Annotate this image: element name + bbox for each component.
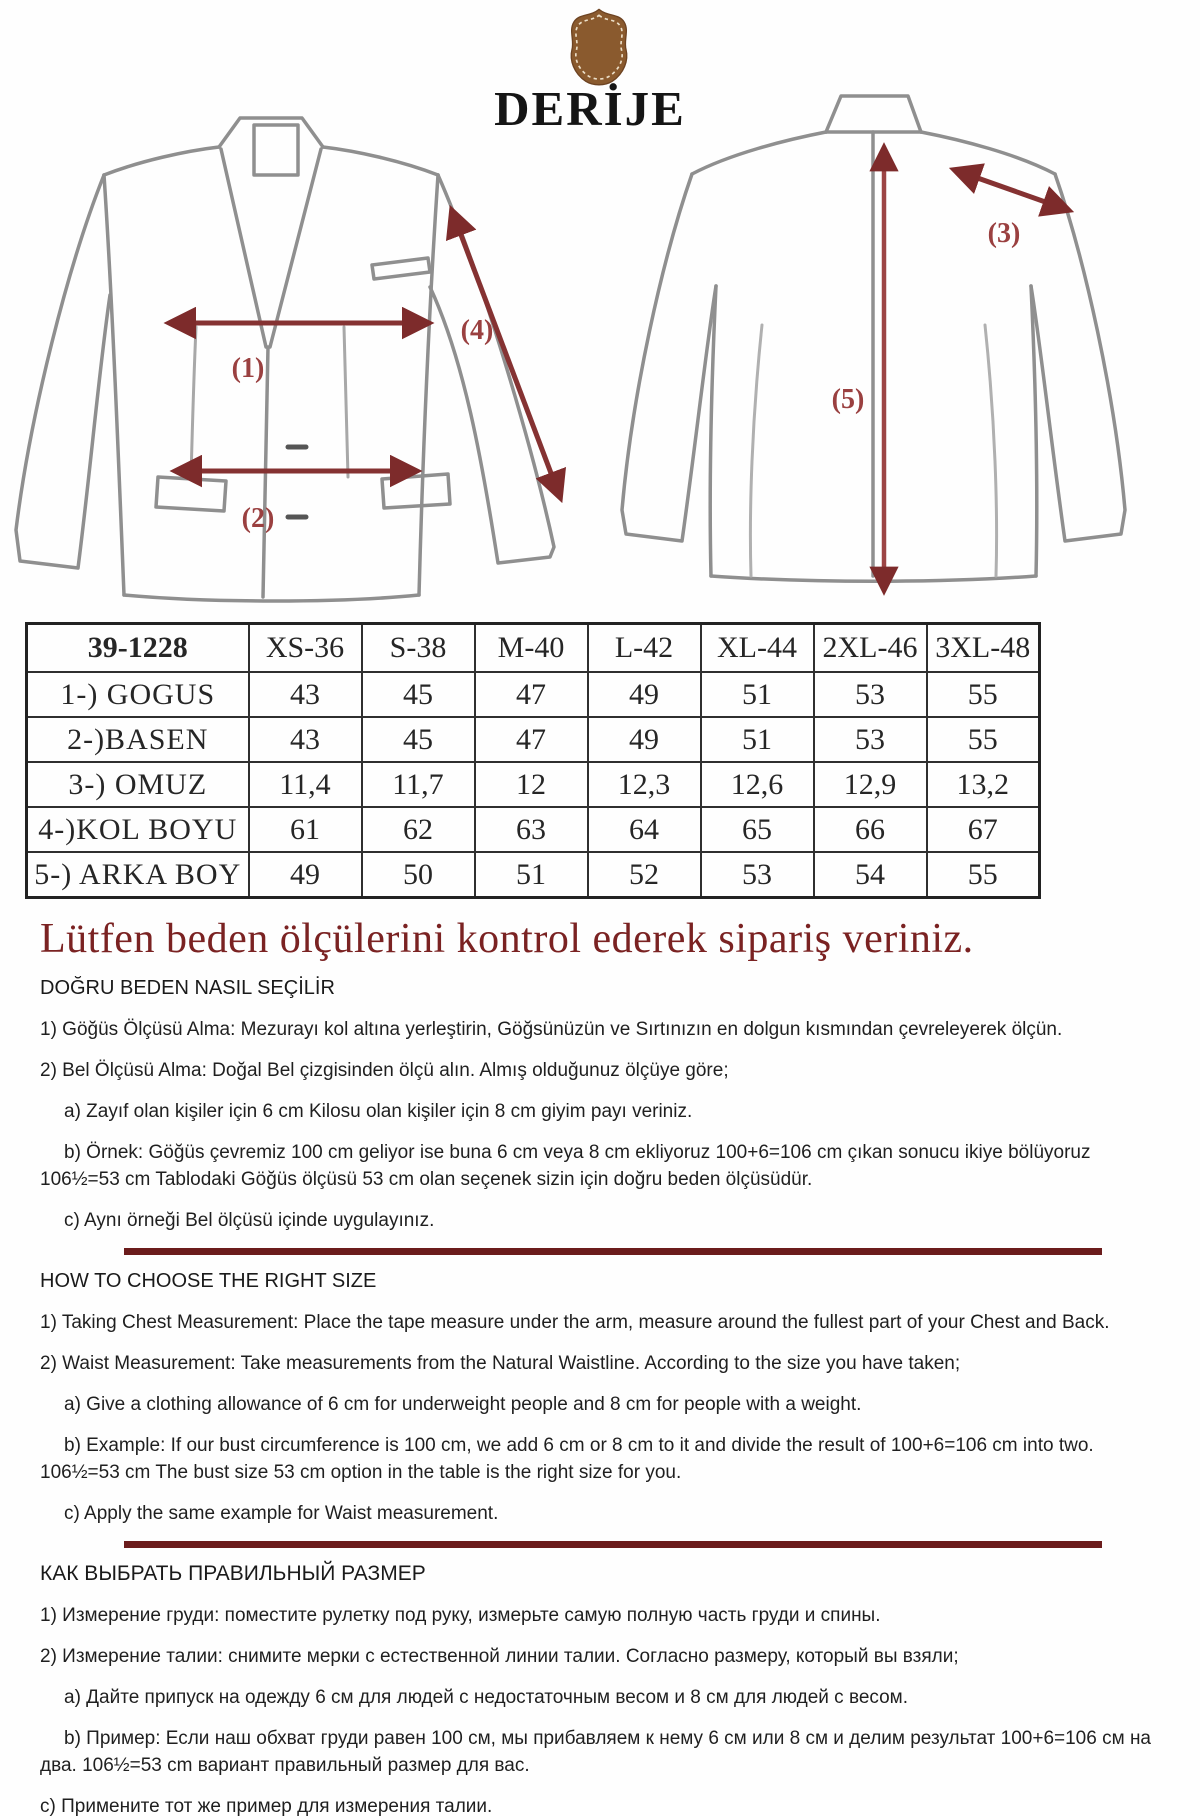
measurement-diagram [0, 0, 1200, 622]
size-cell: 12,6 [701, 762, 814, 807]
section-heading-russian: КАК ВЫБРАТЬ ПРАВИЛЬНЫЙ РАЗМЕР [40, 1562, 426, 1585]
table-row [27, 852, 1040, 898]
size-cell: 51 [475, 852, 588, 898]
size-col-header: M-40 [475, 624, 588, 673]
size-col-header: 3XL-48 [927, 624, 1040, 673]
instructions [0, 975, 1200, 1820]
section-heading-turkish: DOĞRU BEDEN NASIL SEÇİLİR [40, 977, 335, 999]
size-cell: 55 [927, 852, 1040, 898]
measure-label-3: (3) [987, 218, 1021, 249]
size-cell: 54 [814, 852, 927, 898]
size-cell: 55 [927, 672, 1040, 717]
size-cell: 11,7 [362, 762, 475, 807]
size-col-header: 2XL-46 [814, 624, 927, 673]
size-cell: 55 [927, 717, 1040, 762]
size-cell: 53 [701, 852, 814, 898]
table-row [27, 717, 1040, 762]
model-number: 39-1228 [27, 624, 249, 673]
leather-patch-icon [566, 6, 632, 88]
instruction-line: a) Zayıf olan kişiler için 6 cm Kilosu olan kişiler için 8 cm giyim payı veriniz. [64, 1101, 693, 1122]
measure-label-1: (1) [231, 353, 265, 384]
size-cell: 51 [701, 717, 814, 762]
size-cell: 50 [362, 852, 475, 898]
size-cell: 43 [249, 717, 362, 762]
size-cell: 49 [588, 672, 701, 717]
brand-name: DERİJE [494, 81, 686, 136]
instruction-line: a) Give a clothing allowance of 6 cm for underweight people and 8 cm for people with a weight. [64, 1394, 862, 1415]
size-cell: 11,4 [249, 762, 362, 807]
sleeve-measure-arrow [452, 211, 560, 497]
size-col-header: XS-36 [249, 624, 362, 673]
size-table [25, 622, 1041, 899]
back-collar-line [826, 96, 921, 132]
size-col-header: XL-44 [701, 624, 814, 673]
size-cell: 61 [249, 807, 362, 852]
instruction-line: 1) Göğüs Ölçüsü Alma: Mezurayı kol altına yerleştirin, Göğsünüzün ve Sırtınızın en dolgun kısmından çevreleyerek ölçün. [40, 1019, 1063, 1040]
row-label: 2-)BASEN [27, 717, 249, 762]
size-cell: 53 [814, 717, 927, 762]
section-divider [124, 1541, 1102, 1548]
instruction-line: 2) Waist Measurement: Take measurements from the Natural Waistline. According to the size you have taken; [40, 1353, 961, 1374]
shoulder-measure-arrow [955, 170, 1068, 210]
instruction-line: b) Örnek: Göğüs çevremiz 100 cm geliyor ise buna 6 cm veya 8 cm ekliyoruz 100+6=106 cm çıkan sonucu ikiye bölüyoruz 106½=53 cm Tablodaki Göğüs ölçüsü 53 cm olan seçenek sizin için doğru beden ölçüsüdür. [40, 1142, 1091, 1190]
instruction-line: 1) Taking Chest Measurement: Place the tape measure under the arm, measure around the fullest part of your Chest and Back. [40, 1312, 1110, 1333]
size-cell: 64 [588, 807, 701, 852]
size-cell: 53 [814, 672, 927, 717]
jacket-front-diagram [0, 115, 580, 605]
size-cell: 45 [362, 717, 475, 762]
size-cell: 47 [475, 672, 588, 717]
size-col-header: S-38 [362, 624, 475, 673]
size-col-header: L-42 [588, 624, 701, 673]
row-label: 1-) GOGUS [27, 672, 249, 717]
order-notice: Lütfen beden ölçülerini kontrol ederek sipariş veriniz. [40, 916, 974, 962]
instruction-line: c) Aynı örneği Bel ölçüsü içinde uygulayınız. [64, 1210, 435, 1231]
table-row [27, 762, 1040, 807]
size-cell: 13,2 [927, 762, 1040, 807]
size-cell: 67 [927, 807, 1040, 852]
size-cell: 51 [701, 672, 814, 717]
size-cell: 62 [362, 807, 475, 852]
size-cell: 45 [362, 672, 475, 717]
size-cell: 12,9 [814, 762, 927, 807]
instruction-line: 2) Bel Ölçüsü Alma: Doğal Bel çizgisinden ölçü alın. Almış olduğunuz ölçüye göre; [40, 1060, 729, 1081]
section-heading-english: HOW TO CHOOSE THE RIGHT SIZE [40, 1270, 377, 1292]
jacket-back-diagram [610, 90, 1140, 605]
row-label: 3-) OMUZ [27, 762, 249, 807]
row-label: 5-) ARKA BOY [27, 852, 249, 898]
size-cell: 43 [249, 672, 362, 717]
size-table-header-row [27, 624, 1040, 673]
size-cell: 49 [588, 717, 701, 762]
size-cell: 65 [701, 807, 814, 852]
instruction-line: c) Примените тот же пример для измерения талии. [40, 1796, 493, 1817]
measure-label-4: (4) [460, 315, 494, 346]
instruction-line: b) Пример: Если наш обхват груди равен 100 см, мы прибавляем к нему 6 см или 8 см и делим результат 100+6=106 см на два. 106½=53 cm вариант правильный размер для вас. [40, 1728, 1151, 1776]
table-row [27, 807, 1040, 852]
size-cell: 12,3 [588, 762, 701, 807]
instruction-line: 1) Измерение груди: поместите рулетку под руку, измерьте самую полную часть груди и спины. [40, 1605, 881, 1626]
instruction-line: c) Apply the same example for Waist measurement. [64, 1503, 499, 1524]
front-collar-line [219, 118, 323, 147]
instruction-line: b) Example: If our bust circumference is 100 cm, we add 6 cm or 8 cm to it and divide the result of 100+6=106 cm into two. 106½=53 cm The bust size 53 cm option in the table is the right size for you. [40, 1435, 1094, 1483]
measure-label-5: (5) [831, 384, 865, 415]
size-cell: 63 [475, 807, 588, 852]
size-cell: 52 [588, 852, 701, 898]
table-row [27, 672, 1040, 717]
size-cell: 49 [249, 852, 362, 898]
row-label: 4-)KOL BOYU [27, 807, 249, 852]
measure-label-2: (2) [241, 503, 275, 534]
size-cell: 47 [475, 717, 588, 762]
instruction-line: a) Дайте припуск на одежду 6 см для людей с недостаточным весом и 8 см для людей с весом. [64, 1687, 909, 1708]
size-cell: 12 [475, 762, 588, 807]
size-cell: 66 [814, 807, 927, 852]
instruction-line: 2) Измерение талии: снимите мерки с естественной линии талии. Согласно размеру, который вы взяли; [40, 1646, 959, 1667]
front-neck-line [254, 125, 298, 175]
section-divider [124, 1248, 1102, 1255]
